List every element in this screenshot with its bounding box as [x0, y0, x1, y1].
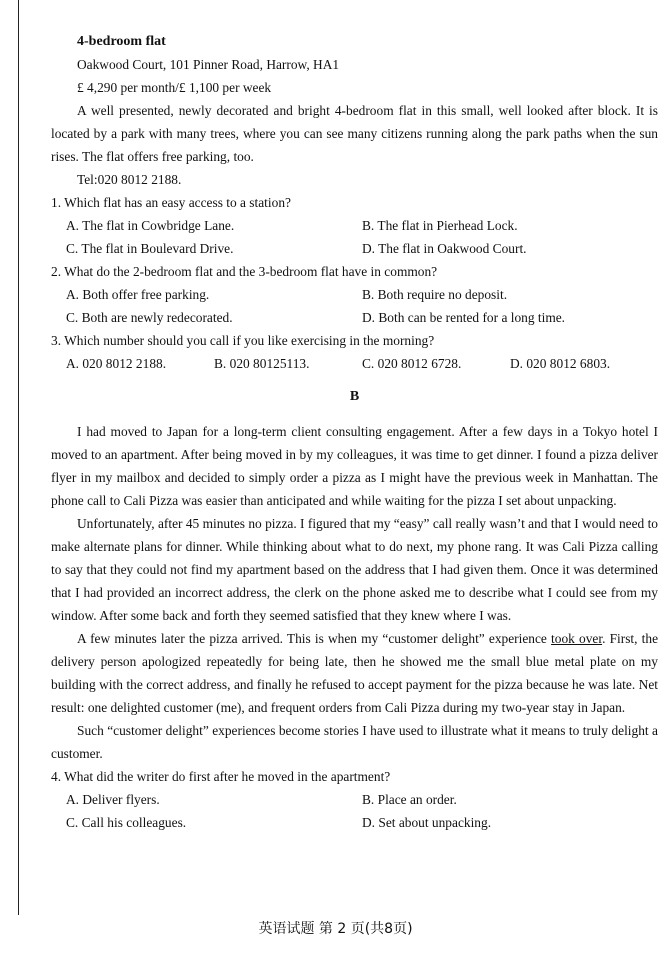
section-heading: B [349, 389, 360, 404]
listing-price: £ 4,290 per month/£ 1,100 per week [77, 80, 272, 95]
option-d: D. 020 8012 6803. [510, 356, 611, 371]
option-d: D. Set about unpacking. [362, 815, 492, 830]
option-c: C. 020 8012 6728. [362, 356, 462, 371]
option-d: D. The flat in Oakwood Court. [362, 241, 527, 256]
margin-line [18, 0, 19, 915]
passage-paragraph-2: Unfortunately, after 45 minutes no pizza. I figured that my “easy” call really wasn’t and that I would need to make alternate plans for dinner. While thinking about what to do next, my phone rang. It was Cali Pizza calling to say that they could not find my apartment based on the address that I had given them. Once it was determined that I had provided an incorrect address, the clerk on the phone asked me to describe what I could see from my window. After some back and forth they seemed satisfied that they knew where I was. [51, 516, 658, 623]
question-text: 4. What did the writer do first after he moved in the apartment? [51, 769, 391, 784]
question-3 [51, 329, 658, 375]
option-b: B. 020 80125113. [214, 356, 310, 371]
question-text: 1. Which flat has an easy access to a station? [51, 195, 291, 210]
option-a: A. The flat in Cowbridge Lane. [66, 218, 235, 233]
listing-description: A well presented, newly decorated and bright 4-bedroom flat in this small, well looked after block. It is located by a park with many trees, where you can see many citizens running along the park paths when the sun rises. The flat offers free parking, too. [51, 103, 658, 164]
paragraph-text: . First, the delivery person apologized repeatedly for being late, then he showed me the small blue metal plate on my building with the correct address, and finally he refused to accept payment for the pizza because he was late. Net result: one delighted customer (me), and frequent orders from Cali Pizza during my two-year stay in Japan. [51, 631, 659, 715]
listing-title: 4-bedroom flat [77, 34, 166, 49]
underlined-phrase: took over [551, 631, 603, 646]
listing-address: Oakwood Court, 101 Pinner Road, Harrow, HA1 [77, 57, 340, 72]
option-c: C. The flat in Boulevard Drive. [66, 241, 234, 256]
option-c: C. Both are newly redecorated. [66, 310, 233, 325]
option-b: B. Both require no deposit. [362, 287, 508, 302]
question-1 [51, 191, 658, 260]
option-a: A. 020 8012 2188. [66, 356, 167, 371]
passage-paragraph-4: Such “customer delight” experiences become stories I have used to illustrate what it means to truly delight a customer. [51, 723, 658, 761]
passage-paragraph-1: I had moved to Japan for a long-term client consulting engagement. After a few days in a Tokyo hotel I moved to an apartment. After being moved in by my colleagues, it was time to get dinner. I found a pizza deliver flyer in my mailbox and decided to simply order a pizza as I might have the previous week in Manhattan. The phone call to Cali Pizza was easier than anticipated and while waiting for the pizza I set about unpacking. [51, 424, 658, 508]
page-footer: 英语试题 第 2 页(共8页) [258, 921, 413, 937]
option-b: B. The flat in Pierhead Lock. [362, 218, 518, 233]
option-a: A. Deliver flyers. [66, 792, 160, 807]
option-d: D. Both can be rented for a long time. [362, 310, 566, 325]
passage-paragraph-3 [51, 627, 658, 719]
paragraph-text: A few minutes later the pizza arrived. This is when my “customer delight” experience [77, 631, 552, 646]
question-2 [51, 260, 658, 329]
option-c: C. Call his colleagues. [66, 815, 187, 830]
question-text: 3. Which number should you call if you like exercising in the morning? [51, 333, 435, 348]
option-a: A. Both offer free parking. [66, 287, 210, 302]
exam-page [51, 30, 658, 834]
question-4 [51, 765, 658, 834]
option-b: B. Place an order. [362, 792, 457, 807]
listing-tel: Tel:020 8012 2188. [77, 172, 182, 187]
question-text: 2. What do the 2-bedroom flat and the 3-bedroom flat have in common? [51, 264, 438, 279]
